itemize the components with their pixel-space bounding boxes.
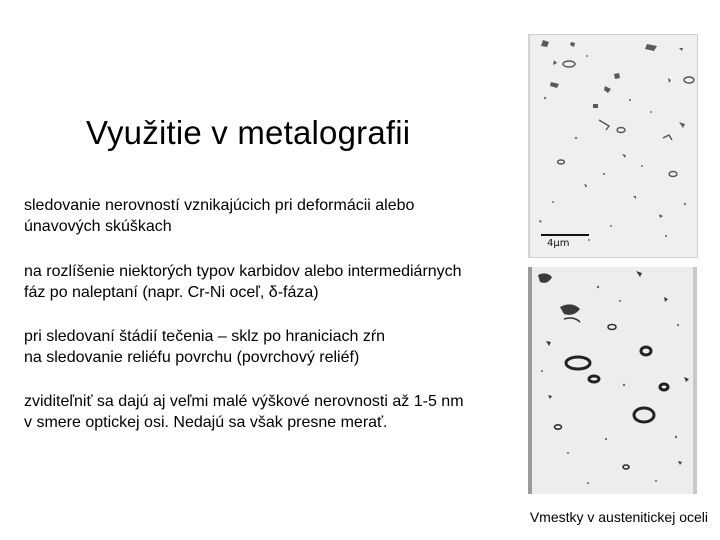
- slide-title: Využitie v metalografii: [86, 114, 411, 151]
- paragraph-line: v smere optickej osi. Nedajú sa však presne merať.: [24, 414, 388, 431]
- paragraph-carbides: [24, 261, 462, 303]
- micrograph-top: [528, 34, 698, 258]
- paragraph-height-differences: [24, 391, 464, 433]
- paragraph-creep: [24, 326, 385, 368]
- paragraph-line: na rozlíšenie niektorých typov karbidov alebo intermediárnych: [24, 263, 462, 280]
- figure-caption: Vmestky v austenitickej oceli: [529, 509, 708, 525]
- scale-bar: [541, 234, 589, 236]
- micrograph-bottom-image: [528, 267, 697, 494]
- micrograph-top-image: [529, 34, 698, 258]
- paragraph-deformation: [24, 195, 414, 237]
- paragraph-line: pri sledovaní štádií tečenia – sklz po hraniciach zŕn: [24, 328, 386, 345]
- paragraph-line: na sledovanie reliéfu povrchu (povrchový reliéf): [24, 349, 360, 366]
- paragraph-line: zviditeľniť sa dajú aj veľmi malé výškové nerovnosti až 1-5 nm: [24, 393, 464, 410]
- scale-label: 4μm: [547, 238, 570, 249]
- paragraph-line: sledovanie nerovností vznikajúcich pri deformácii alebo: [24, 197, 415, 214]
- paragraph-line: únavových skúškach: [24, 218, 172, 235]
- micrograph-bottom: [528, 267, 697, 494]
- paragraph-line: fáz po naleptaní (napr. Cr-Ni oceľ, δ-fáza): [24, 284, 319, 301]
